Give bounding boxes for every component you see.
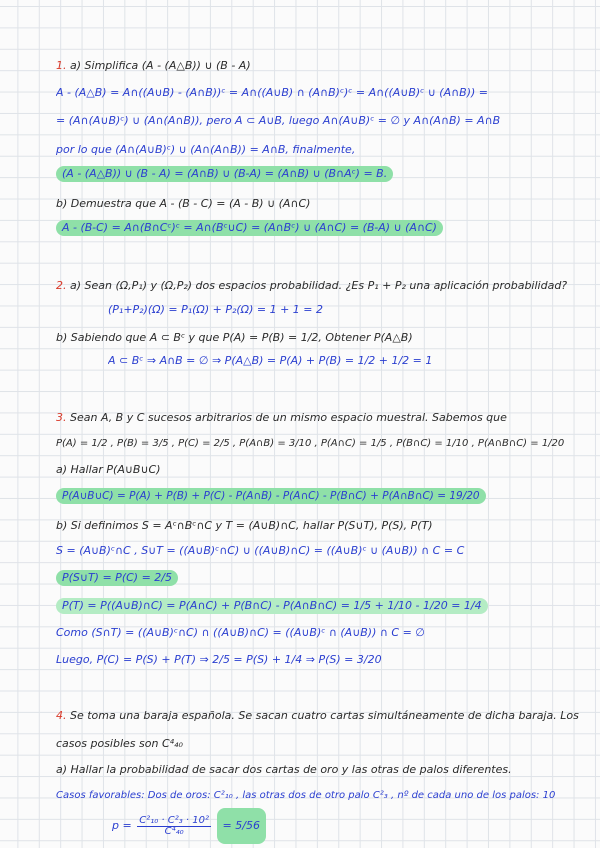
problem-4a-fraction	[137, 816, 211, 837]
problem-1a-result	[56, 166, 586, 182]
problem-1-number: 1.	[56, 59, 67, 72]
problem-3a-highlight: P(A∪B∪C) = P(A) + P(B) + P(C) - P(A∩B) - P(A∩C) - P(B∩C) + P(A∩B∩C) = 19/20	[56, 488, 486, 504]
problem-1a-line-1: A - (A△B) = A∩((A∪B) - (A∩B))ᶜ = A∩((A∪B) ∩ (A∩B)ᶜ)ᶜ = A∩((A∪B)ᶜ ∪ (A∩B)) =	[56, 86, 488, 99]
problem-1-statement-b: b) Demuestra que A - (B - C) = (A - B) ∪ (A∩C)	[56, 197, 311, 210]
problem-2a-line-1: (P₁+P₂)(Ω) = P₁(Ω) + P₂(Ω) = 1 + 1 = 2	[108, 303, 323, 316]
problem-3b-highlight-2: P(T) = P((A∪B)∩C) = P(A∩C) + P(B∩C) - P(A∩B∩C) = 1/5 + 1/10 - 1/20 = 1/4	[56, 598, 488, 614]
problem-3b-line-2	[56, 570, 586, 586]
problem-1a-line-3: por lo que (A∩(A∪B)ᶜ) ∪ (A∩(A∩B)) = A∩B, finalmente,	[56, 143, 356, 156]
problem-3b-line-4: Como (S∩T) = ((A∪B)ᶜ∩C) ∩ ((A∪B)∩C) = ((A∪B)ᶜ ∩ (A∪B)) ∩ C = ∅	[56, 626, 425, 639]
problem-3b-line-1: S = (A∪B)ᶜ∩C , S∪T = ((A∪B)ᶜ∩C) ∪ ((A∪B)∩C) = ((A∪B)ᶜ ∪ (A∪B)) ∩ C = C	[56, 544, 465, 557]
problem-2b-line-1: A ⊂ Bᶜ ⇒ A∩B = ∅ ⇒ P(A△B) = P(A) + P(B) = 1/2 + 1/2 = 1	[108, 354, 433, 367]
problem-4-statement-2: casos posibles son C⁴₄₀	[56, 737, 183, 750]
problem-3-number: 3.	[56, 411, 67, 424]
problem-3b-highlight-1: P(S∪T) = P(C) = 2/5	[56, 570, 178, 586]
problem-2-statement-a	[56, 278, 586, 294]
problem-1a-line-2: = (A∩(A∪B)ᶜ) ∪ (A∩(A∩B)), pero A ⊂ A∪B, luego A∩(A∪B)ᶜ = ∅ y A∩(A∩B) = A∩B	[56, 114, 501, 127]
problem-2-number: 2.	[56, 279, 67, 292]
problem-3b-line-3	[56, 598, 586, 614]
problem-1a-text: a) Simplifica (A - (A△B)) ∪ (B - A)	[70, 59, 251, 72]
problem-4-text: Se toma una baraja española. Se sacan cuatro cartas simultáneamente de dicha baraja. Los	[70, 709, 579, 722]
problem-4-statement	[56, 708, 586, 724]
problem-4-statement-a: a) Hallar la probabilidad de sacar dos cartas de oro y las otras de palos diferentes.	[56, 763, 512, 776]
problem-1-statement-a	[56, 58, 586, 74]
problem-3-statement	[56, 410, 586, 426]
problem-4a-numerator: C²₁₀ · C²₃ · 10²	[139, 814, 210, 826]
problem-2a-text: a) Sean (Ω,P₁) y (Ω,P₂) dos espacios probabilidad. ¿Es P₁ + P₂ una aplicación probabilidad?	[70, 279, 568, 292]
problem-3-text: Sean A, B y C sucesos arbitrarios de un mismo espacio muestral. Sabemos que	[70, 411, 507, 424]
problem-4-number: 4.	[56, 709, 67, 722]
problem-3b-line-5: Luego, P(C) = P(S) + P(T) ⇒ 2/5 = P(S) + 1/4 ⇒ P(S) = 3/20	[56, 653, 382, 666]
problem-3a-result	[56, 488, 586, 504]
problem-1b-highlight: A - (B-C) = A∩(B∩Cᶜ)ᶜ = A∩(Bᶜ∪C) = (A∩Bᶜ) ∪ (A∩C) = (B-A) ∪ (A∩C)	[56, 220, 443, 236]
problem-2-statement-b: b) Sabiendo que A ⊂ Bᶜ y que P(A) = P(B) = 1/2, Obtener P(A△B)	[56, 331, 413, 344]
problem-3-statement-b: b) Si definimos S = Aᶜ∩Bᶜ∩C y T = (A∪B)∩C, hallar P(S∪T), P(S), P(T)	[56, 519, 433, 532]
problem-4a-result: = 5/56	[217, 808, 266, 844]
problem-1b-result	[56, 220, 586, 236]
problem-3-given: P(A) = 1/2 , P(B) = 3/5 , P(C) = 2/5 , P(A∩B) = 3/10 , P(A∩C) = 1/5 , P(B∩C) = 1/10 , P(A∩B∩C) = 1/20	[56, 438, 565, 449]
problem-3-statement-a: a) Hallar P(A∪B∪C)	[56, 463, 161, 476]
problem-4a-denominator: C⁴₄₀	[164, 825, 184, 837]
problem-1a-highlight: (A - (A△B)) ∪ (B - A) = (A∩B) ∪ (B-A) = (A∩B) ∪ (B∩Aᶜ) = B.	[56, 166, 393, 182]
problem-4a-formula	[112, 808, 586, 844]
problem-4a-p-label: p =	[112, 819, 132, 832]
problem-4a-line-1: Casos favorables: Dos de oros: C²₁₀ , las otras dos de otro palo C²₃ , nº de cada uno de los palos: 10	[56, 790, 556, 801]
